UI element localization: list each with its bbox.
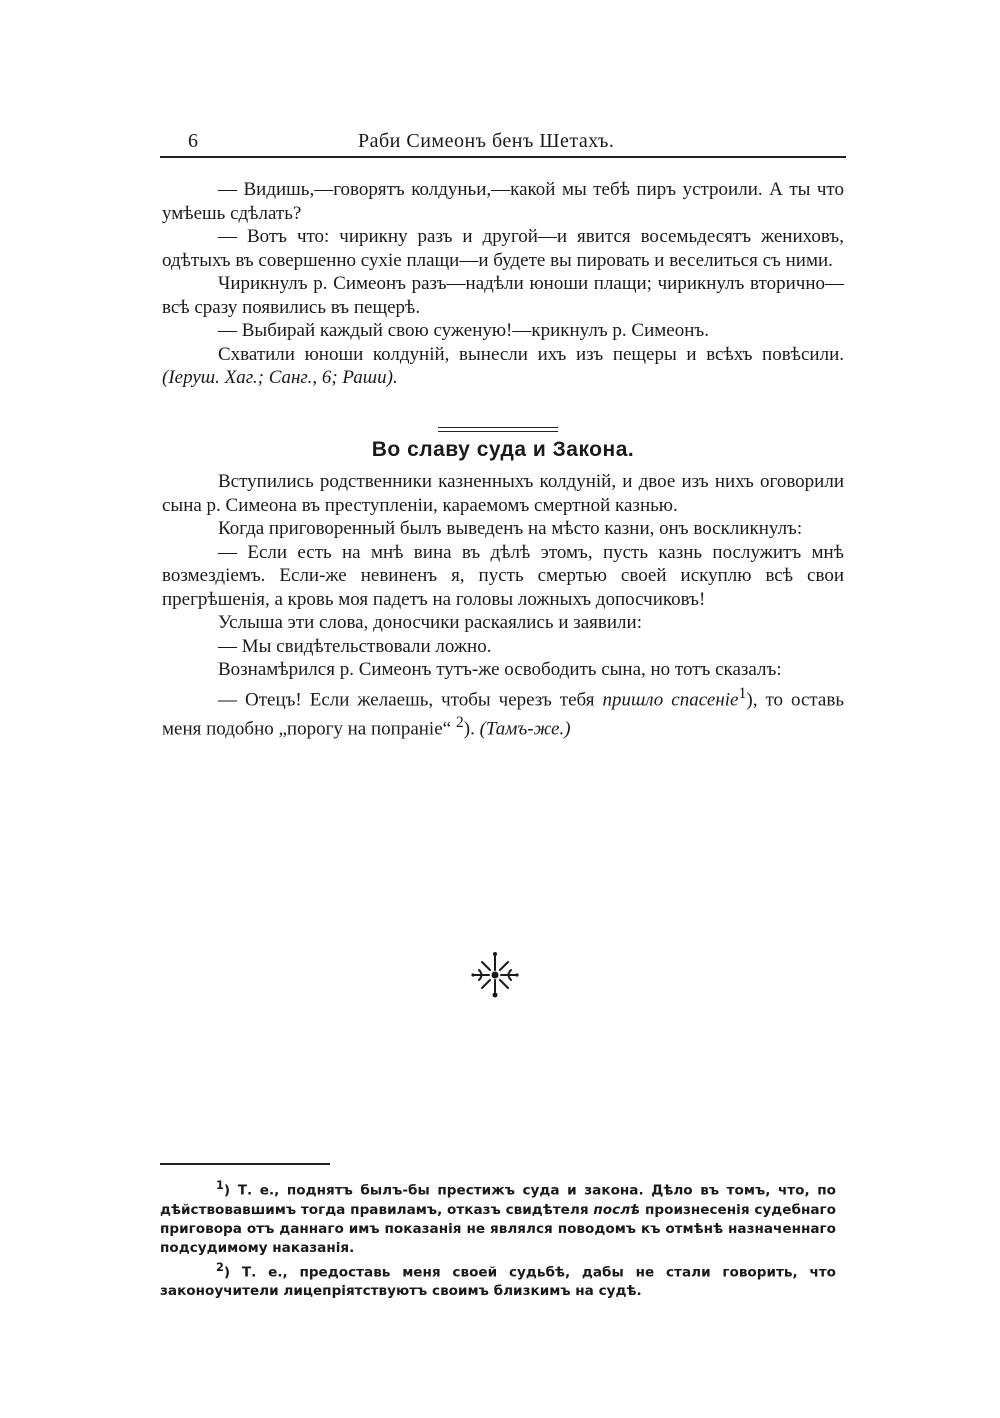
footnote-2-text: ) Т. е., предоставь меня своей судьбѣ, дабы не стали говорить, что законоучители лицепріятствуютъ своимъ близкимъ на судѣ. — [160, 1264, 836, 1300]
law-paragraph-5: — Мы свидѣтельствовали ложно. — [218, 635, 492, 657]
footnote-1-italic: послѣ — [593, 1201, 641, 1218]
page-header — [160, 130, 846, 156]
story-paragraph-1: — Видишь,—говорятъ колдуньи,—какой мы тебѣ пиръ устроили. А ты что умѣешь сдѣлать? — [162, 179, 844, 224]
footnote-1-part-2: произнесенія судебнаго приговора отъ даннаго имъ показанія не являлся поводомъ къ отмѣнѣ назначеннаго подсудимому наказанія. — [160, 1201, 836, 1256]
final-part-1: — Отецъ! Если желаешь, чтобы черезъ тебя — [218, 688, 603, 710]
final-citation: (Тамъ-же.) — [479, 718, 571, 740]
footnote-2 — [160, 1258, 836, 1302]
footnote-rule — [160, 1163, 330, 1165]
final-italic: пришло спасеніе — [602, 688, 739, 710]
footnote-1-marker: 1 — [216, 1178, 224, 1192]
law-paragraph-1: Вступились родственники казненныхъ колдуній, и двое изъ нихъ оговорили сына р. Симеона въ преступленіи, караемомъ смертной казнью. — [162, 471, 844, 516]
story-citation: (Іеруш. Хаг.; Санг., 6; Раши). — [162, 367, 398, 388]
running-title: Раби Симеонъ бенъ Шетахъ. — [358, 130, 615, 152]
footnotes — [160, 1176, 836, 1301]
footnote-1 — [160, 1176, 836, 1258]
final-part-3: ). — [463, 718, 480, 740]
page-number: 6 — [188, 130, 199, 152]
law-paragraph-4: Услыша эти слова, доносчики раскаялись и заявили: — [218, 612, 642, 633]
footnote-ref-1: 1 — [738, 684, 747, 702]
footnote-2-marker: 2 — [216, 1259, 224, 1274]
story-paragraph-4: — Выбирай каждый свою суженую!—крикнулъ р. Симеонъ. — [218, 320, 709, 341]
story-paragraph-2: — Вотъ что: чирикну разъ и другой—и явится восемьдесятъ жениховъ, одѣтыхъ въ совершенно сухіе плащи—и будете вы пировать и веселиться съ ними. — [162, 226, 844, 271]
header-rule — [160, 156, 846, 158]
story-paragraph-3: Чирикнулъ р. Симеонъ разъ—надѣли юноши плащи; чирикнулъ вторично—всѣ сразу появились въ пещерѣ. — [162, 273, 844, 318]
footnote-1-part-1: ) Т. е., поднятъ былъ-бы престижъ суда и закона. Дѣло въ томъ, что, по дѣйствовавшимъ тогда правиламъ, отказъ свидѣтеля — [160, 1182, 836, 1218]
section-divider — [438, 427, 558, 432]
story-last-text: Схватили юноши колдуній, вынесли ихъ изъ пещеры и всѣхъ повѣсили. — [218, 343, 844, 365]
law-text — [162, 470, 844, 741]
final-part-2: ), то оставь меня подобно „порогу на попраніе“ — [162, 688, 844, 740]
story-paragraph-5 — [162, 343, 844, 390]
law-paragraph-2: Когда приговоренный былъ выведенъ на мѣсто казни, онъ воскликнулъ: — [218, 518, 803, 539]
law-paragraph-6: Вознамѣрился р. Симеонъ тутъ-же освободить сына, но тотъ сказалъ: — [218, 659, 782, 680]
section-title: Во славу суда и Закона. — [371, 438, 635, 461]
story-text — [162, 178, 844, 390]
footnote-ref-2: 2 — [455, 714, 464, 732]
fleuron-ornament-icon — [470, 950, 520, 1000]
law-paragraph-3: — Если есть на мнѣ вина въ дѣлѣ этомъ, пусть казнь послужитъ мнѣ возмездіемъ. Если-же невиненъ я, пусть смертью своей искуплю всѣ свои прегрѣшенія, а кровь моя падетъ на головы ложныхъ допосчиковъ! — [162, 541, 844, 610]
law-paragraph-final — [162, 682, 844, 742]
